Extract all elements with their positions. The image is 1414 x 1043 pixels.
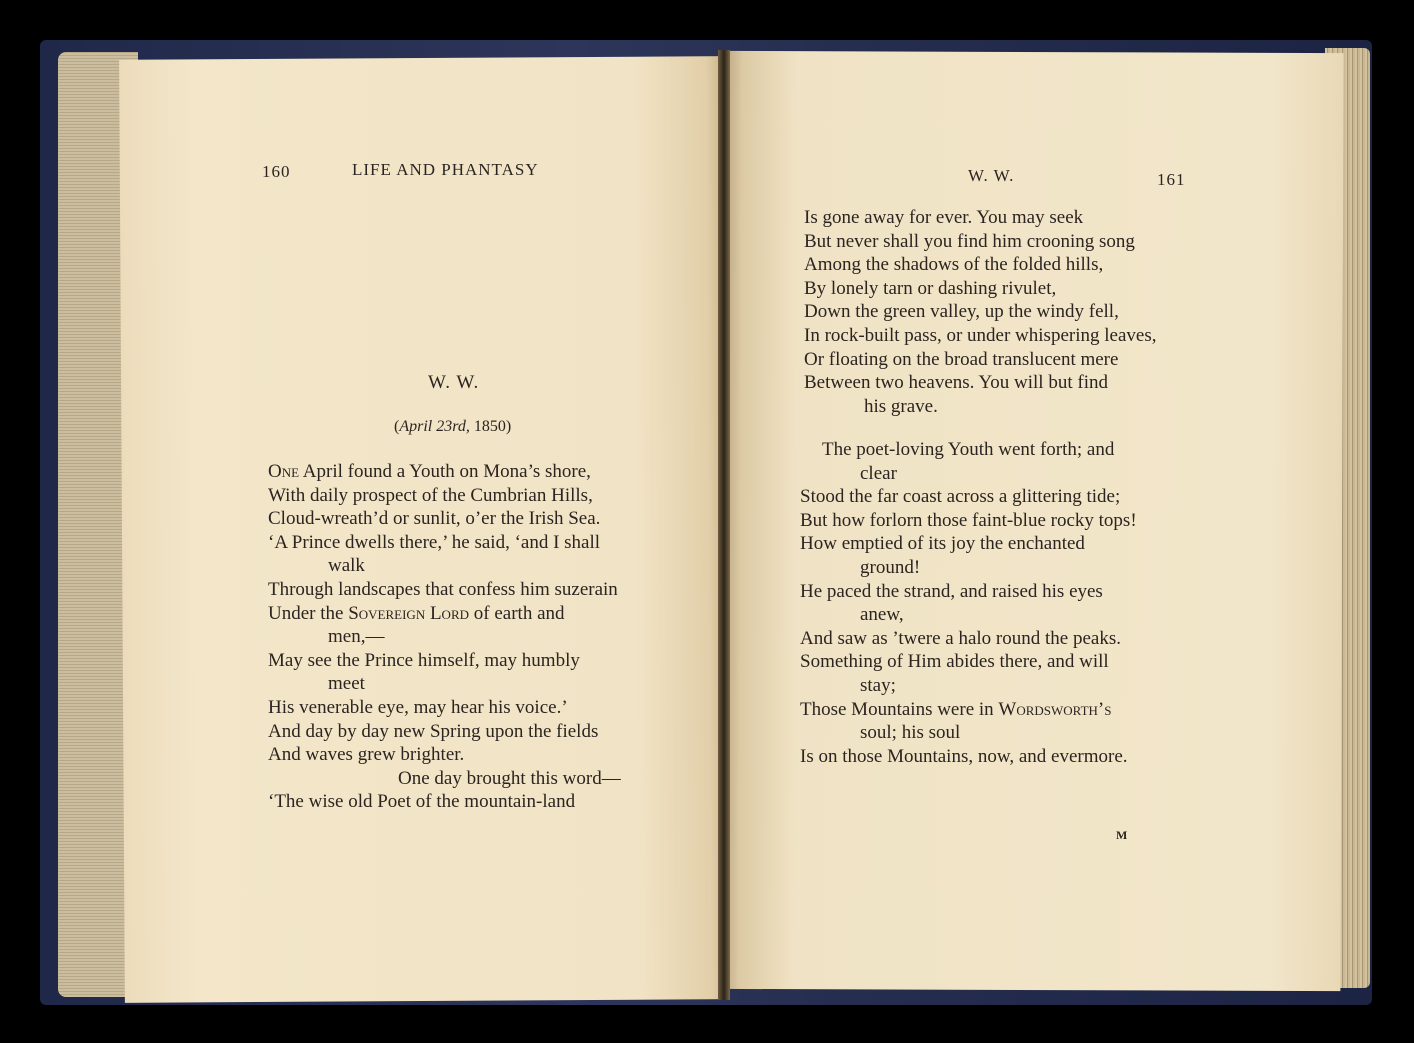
- poem-line: ground!: [860, 556, 921, 578]
- poem-line: Among the shadows of the folded hills,: [804, 254, 1104, 276]
- poem-line: But never shall you find him crooning song: [804, 230, 1135, 252]
- date-italic: April 23rd,: [399, 418, 470, 435]
- poem-line: But how forlorn those faint-blue rocky tops!: [800, 509, 1137, 531]
- date-open: (: [394, 418, 400, 435]
- signature-mark: M: [1116, 828, 1128, 842]
- poem-line: One day brought this word—: [398, 767, 621, 789]
- book-gutter: [718, 50, 730, 1000]
- poem-line: walk: [328, 555, 365, 577]
- poem-date: [394, 418, 511, 436]
- poem-line: stay;: [860, 674, 896, 696]
- running-head-right: W. W.: [968, 166, 1015, 185]
- poem-line: And day by day new Spring upon the fields: [268, 720, 599, 742]
- poem-line: ‘A Prince dwells there,’ he said, ‘and I shall: [268, 531, 601, 553]
- poem-line: Cloud-wreath’d or sunlit, o’er the Irish Sea.: [268, 508, 601, 530]
- poem-line: Under the Sovereign Lord of earth and: [268, 602, 565, 624]
- poem-line: clear: [860, 462, 897, 484]
- poem-line: The poet-loving Youth went forth; and: [822, 439, 1115, 460]
- poem-line: soul; his soul: [860, 722, 961, 744]
- page-number-right: 161: [1157, 170, 1186, 189]
- poem-line: By lonely tarn or dashing rivulet,: [804, 277, 1057, 299]
- poem-line: Between two heavens. You will but find: [804, 372, 1108, 394]
- poem-line: One April found a Youth on Mona’s shore,: [268, 461, 591, 482]
- poem-line: With daily prospect of the Cumbrian Hills,: [268, 484, 593, 506]
- poem-line: Through landscapes that confess him suzerain: [268, 578, 618, 600]
- poem-line: meet: [328, 673, 365, 695]
- poem-line: Stood the far coast across a glittering tide;: [800, 486, 1121, 508]
- poem-line: How emptied of its joy the enchanted: [800, 533, 1085, 555]
- poem-line: Is on those Mountains, now, and evermore.: [800, 745, 1128, 767]
- poem-line: Is gone away for ever. You may seek: [804, 207, 1084, 228]
- poem-left: [268, 460, 621, 814]
- poem-line: his grave.: [864, 395, 938, 417]
- poem-line: Or floating on the broad translucent mere: [804, 348, 1119, 370]
- page-number-left: 160: [262, 162, 291, 181]
- poem-title: W. W.: [428, 372, 480, 393]
- poem-right-stanza-2: [800, 438, 1137, 768]
- poem-line: His venerable eye, may hear his voice.’: [268, 696, 568, 718]
- running-head-left: LIFE AND PHANTASY: [352, 160, 539, 179]
- poem-right: [804, 206, 1156, 418]
- poem-line: And saw as ’twere a halo round the peaks.: [800, 627, 1121, 649]
- poem-line: He paced the strand, and raised his eyes: [800, 580, 1103, 602]
- date-rest: 1850): [469, 418, 512, 435]
- poem-line: Something of Him abides there, and will: [800, 651, 1109, 673]
- poem-line: Those Mountains were in Wordsworth’s: [800, 698, 1112, 720]
- poem-line: In rock-built pass, or under whispering leaves,: [804, 324, 1157, 346]
- poem-line: men,—: [328, 626, 385, 648]
- poem-line: And waves grew brighter.: [268, 744, 465, 766]
- poem-line: May see the Prince himself, may humbly: [268, 649, 580, 671]
- poem-line: ‘The wise old Poet of the mountain-land: [268, 791, 576, 813]
- poem-line: Down the green valley, up the windy fell,: [804, 301, 1119, 323]
- poem-line: anew,: [860, 604, 904, 626]
